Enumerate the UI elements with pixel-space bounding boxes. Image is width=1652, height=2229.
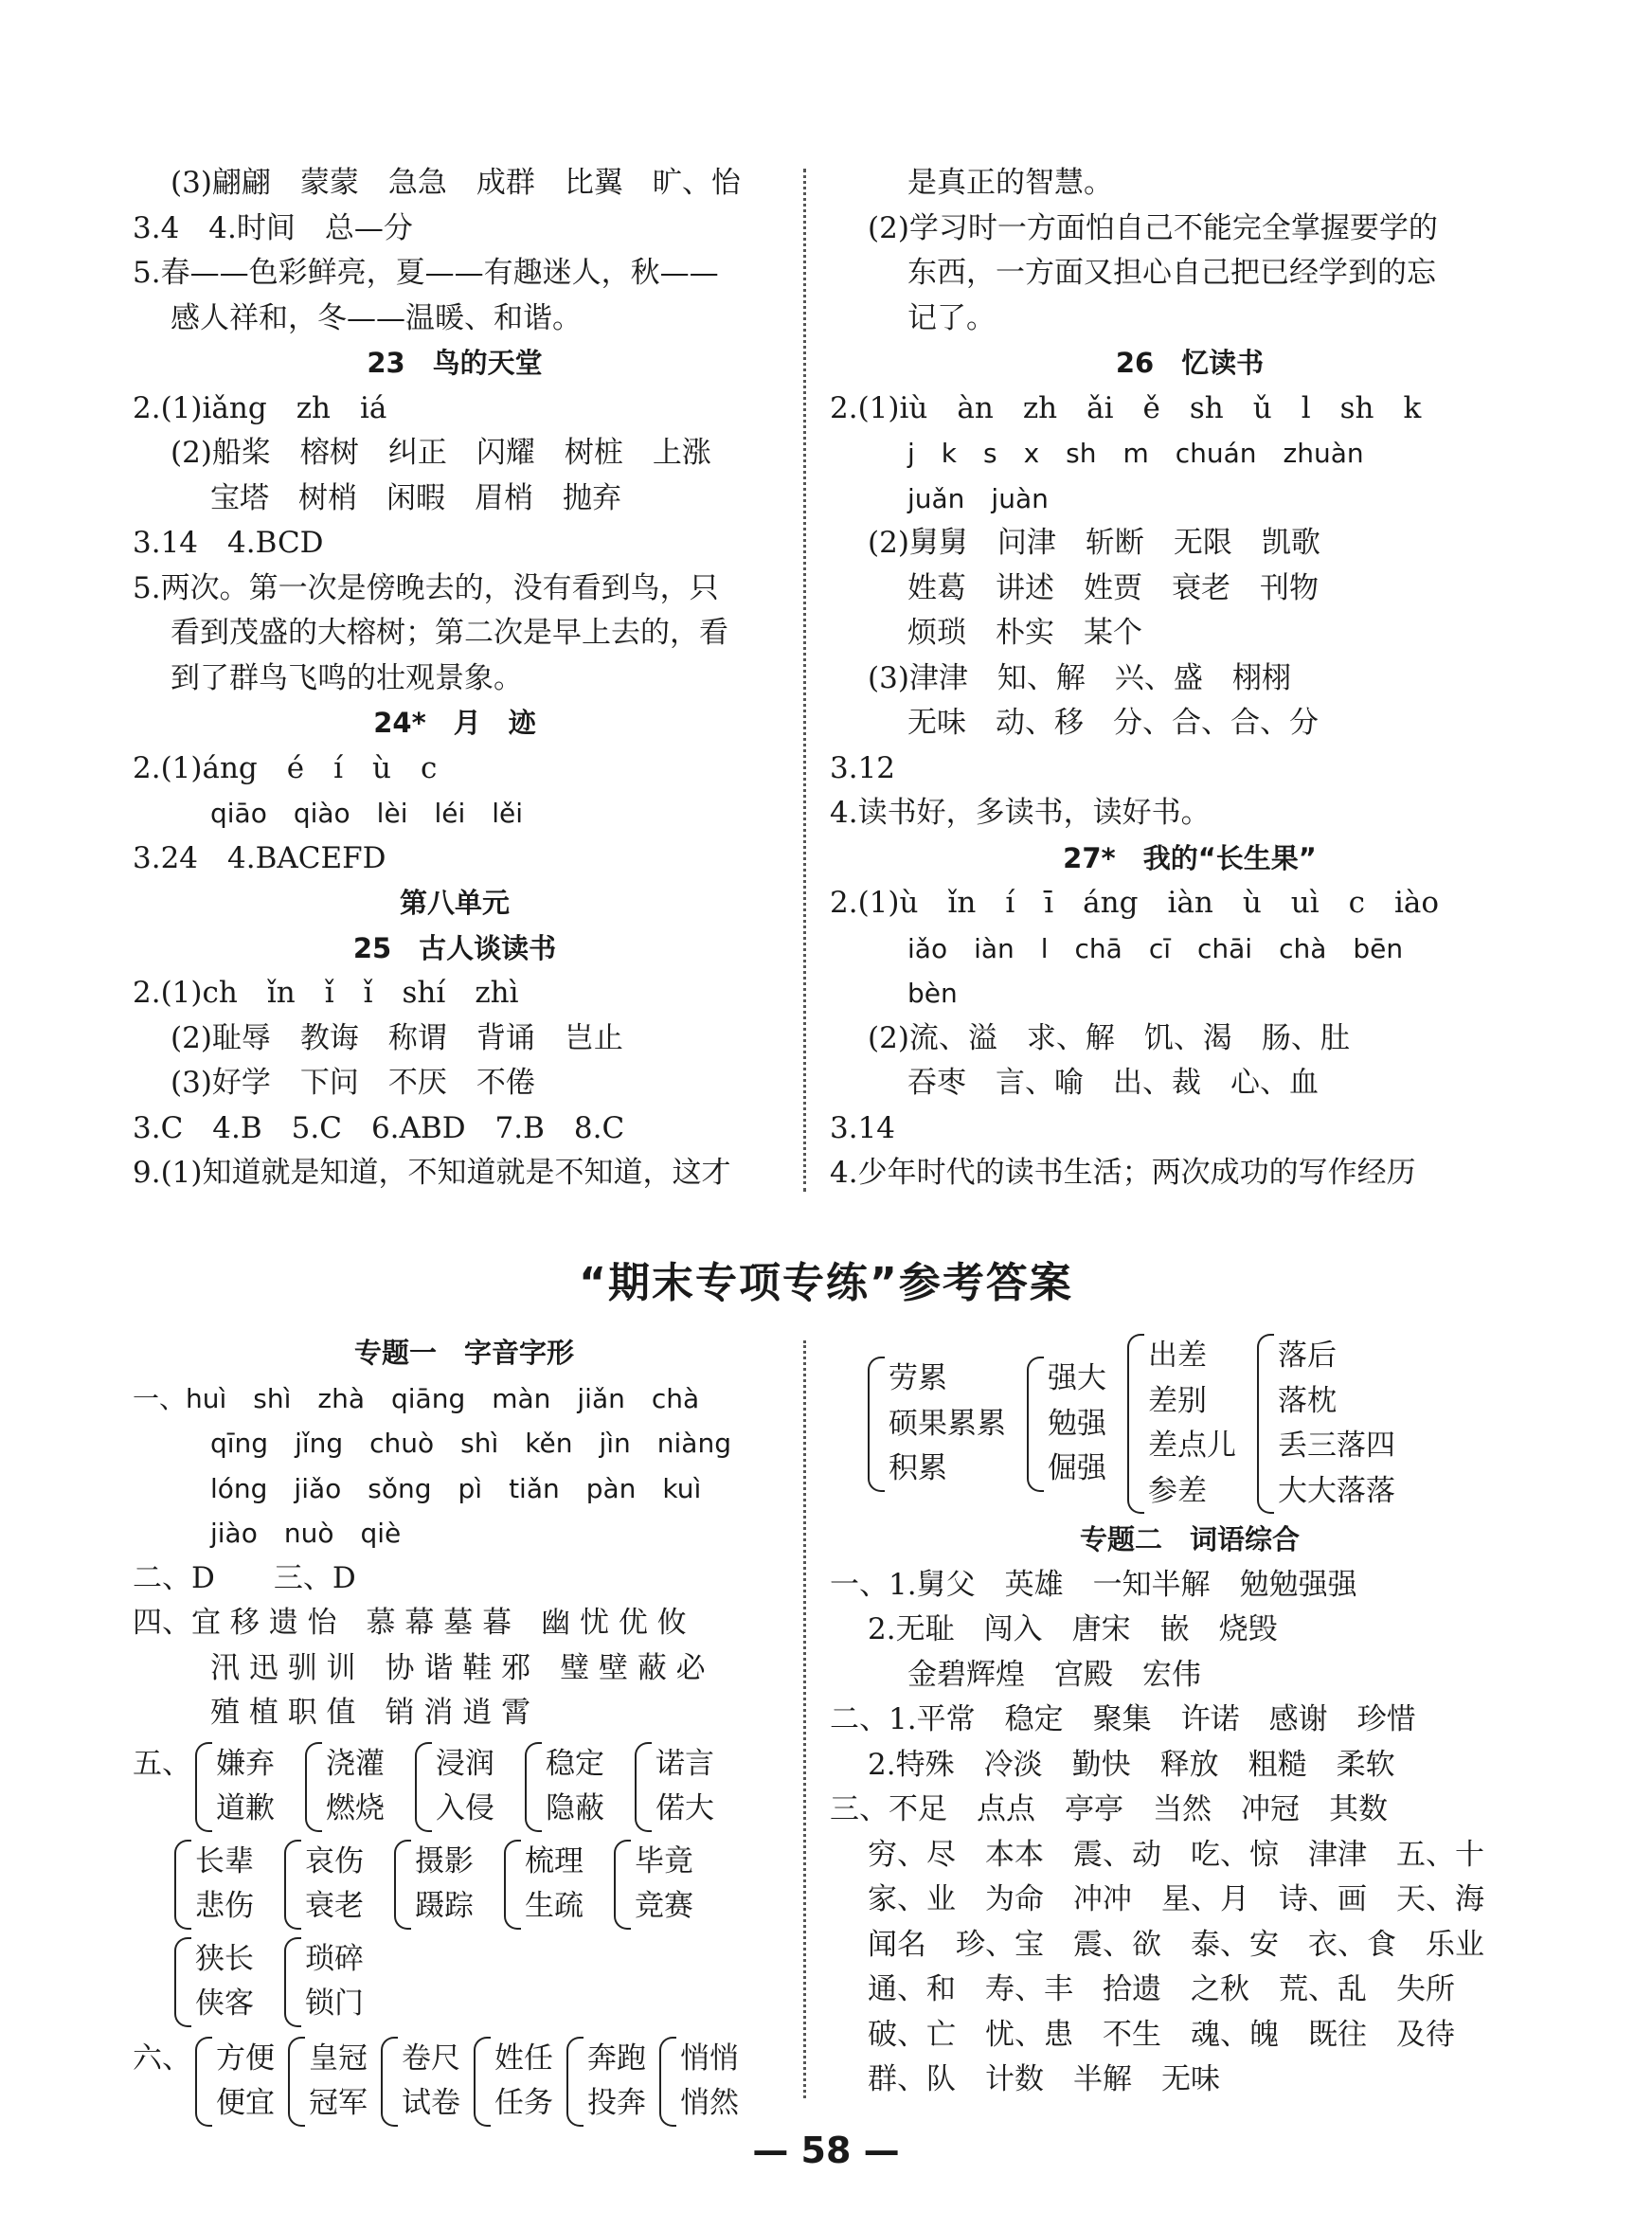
word: 倔强 [1048, 1451, 1106, 1485]
word-group [195, 1742, 275, 1832]
word: 锁门 [305, 1986, 364, 2021]
word: 方便 [216, 2040, 275, 2076]
text-line: 二、1.平常 稳定 聚集 许诺 感谢 珍惜 [830, 1702, 1416, 1736]
word-group [288, 2037, 368, 2127]
word: 试卷 [402, 2086, 460, 2120]
page-number: — 58 — [752, 2130, 900, 2171]
word: 竞赛 [635, 1889, 693, 1923]
text-line: 2.(1)ch ǐn ǐ ǐ shí zhì [133, 976, 519, 1010]
column-divider [803, 1340, 806, 2098]
word-group [394, 1840, 474, 1930]
word: 悲伤 [195, 1889, 254, 1923]
text-line: 三、不足 点点 亭亭 当然 冲冠 其数 [830, 1792, 1388, 1826]
text-line: (3)津津 知、解 兴、盛 栩栩 [868, 660, 1291, 695]
word-group [174, 1937, 254, 2027]
word: 狭长 [195, 1941, 254, 1976]
text-line: 汛 迅 驯 训 协 谐 鞋 邪 璧 壁 蔽 必 [210, 1650, 706, 1685]
word: 长辈 [195, 1843, 254, 1878]
text-line: 殖 植 职 值 销 消 逍 霄 [210, 1696, 531, 1730]
word-group [284, 1840, 364, 1930]
text-line: 记了。 [907, 300, 996, 335]
left-column-upper [133, 161, 777, 1196]
text-line: 群、队 计数 半解 无味 [868, 2062, 1220, 2096]
word: 琐碎 [305, 1941, 364, 1976]
text-line: jiào nuò qiè [210, 1518, 402, 1549]
word-group [566, 2037, 646, 2127]
word: 梳理 [525, 1843, 584, 1878]
text-line: 二、D 三、D [133, 1560, 356, 1595]
text-line: 2.(1)iù àn zh ǎi ě sh ǔ l sh k [830, 390, 1422, 425]
text-line: 姓葛 讲述 姓贾 衰老 刊物 [907, 570, 1319, 605]
word: 奔跑 [587, 2040, 646, 2076]
six-label: 六、 [133, 2040, 191, 2076]
word: 隐蔽 [546, 1791, 604, 1825]
text-line: 闻名 珍、宝 震、欲 泰、安 衣、食 乐业 [868, 1927, 1484, 1962]
word: 皇冠 [309, 2040, 368, 2076]
word: 差点儿 [1148, 1429, 1236, 1463]
text-line: 金碧辉煌 宫殿 宏伟 [907, 1657, 1201, 1692]
text-line: 4.少年时代的读书生活；两次成功的写作经历 [830, 1156, 1416, 1190]
text-line: juǎn juàn [907, 482, 1049, 514]
word-group [474, 2037, 553, 2127]
text-line: 通、和 寿、丰 拾遗 之秋 荒、乱 失所 [868, 1972, 1455, 2006]
text-line: 2.(1)ù ǐn í ī áng iàn ù uì c iào [830, 886, 1440, 920]
text-line: qīng jǐng chuò shì kěn jìn niàng [210, 1428, 731, 1459]
word: 姓任 [494, 2040, 553, 2076]
word: 侠客 [195, 1986, 254, 2021]
text-line: (2)船桨 榕树 纠正 闪耀 树桩 上涨 [171, 436, 711, 470]
topic-heading: 专题一 字音字形 [353, 1337, 574, 1369]
word: 稳定 [546, 1746, 604, 1781]
right-column-lower [830, 1334, 1550, 2103]
text-line: (3)好学 下问 不厌 不倦 [171, 1066, 535, 1100]
text-line: 3.14 [830, 1110, 896, 1145]
text-line: (2)耻辱 教诲 称谓 背诵 岂止 [171, 1020, 623, 1055]
lesson-heading: 26 忆读书 [1115, 347, 1265, 379]
section-title: “期末专项专练”参考答案 [579, 1259, 1073, 1307]
left-column-lower [133, 1331, 796, 2127]
text-line: 3.24 4.BACEFD [133, 840, 386, 875]
text-line: 5.两次。第一次是傍晚去的，没有看到鸟，只 [133, 570, 719, 605]
text-line: 一、huì shì zhà qiāng màn jiǎn chà [133, 1382, 700, 1414]
answer-five [133, 1742, 796, 2027]
text-line: (2)学习时一方面怕自己不能完全掌握要学的 [868, 210, 1438, 245]
word: 蹑踪 [415, 1889, 474, 1923]
text-line: j k s x sh m chuán zhuàn [907, 438, 1364, 469]
word: 生疏 [525, 1889, 584, 1923]
text-line: 看到茂盛的大榕树；第二次是早上去的，看 [171, 616, 728, 650]
column-divider [803, 169, 806, 1192]
text-line: 无味 动、移 分、合、合、分 [907, 706, 1319, 740]
word: 毕竟 [635, 1843, 693, 1878]
word: 悄悄 [680, 2040, 739, 2076]
text-line: 一、1.舅父 英雄 一知半解 勉勉强强 [830, 1567, 1357, 1602]
word: 燃烧 [326, 1791, 385, 1825]
word: 卷尺 [402, 2040, 460, 2076]
word: 诺言 [655, 1746, 714, 1781]
answer-six [133, 2037, 796, 2127]
word: 积累 [889, 1451, 947, 1485]
word: 落后 [1278, 1339, 1337, 1373]
five-label: 五、 [133, 1746, 191, 1781]
text-line: 四、宜 移 遗 怡 慕 幕 墓 暮 幽 忧 优 攸 [133, 1606, 687, 1640]
word: 硕果累累 [889, 1406, 1006, 1441]
text-line: (2)舅舅 问津 斩断 无限 凯歌 [868, 526, 1320, 560]
text-line: 2.特殊 冷淡 勤快 释放 粗糙 柔软 [868, 1747, 1395, 1782]
word: 道歉 [216, 1791, 275, 1825]
word-group [635, 1742, 714, 1832]
word: 大大落落 [1278, 1473, 1395, 1508]
lesson-heading: 25 古人谈读书 [352, 931, 557, 964]
word: 浇灌 [326, 1746, 385, 1781]
word-group [525, 1742, 604, 1832]
text-line: 9.(1)知道就是知道，不知道就是不知道，这才 [133, 1156, 731, 1190]
text-line: lóng jiǎo sǒng pì tiǎn pàn kuì [210, 1472, 702, 1504]
text-line: 东西，一方面又担心自己把已经学到的忘 [907, 256, 1436, 290]
word: 衰老 [305, 1889, 364, 1923]
topic-heading: 专题二 词语综合 [1079, 1523, 1300, 1555]
text-line: 2.(1)iǎng zh iá [133, 390, 387, 425]
word-group [415, 1742, 494, 1832]
word: 悄然 [680, 2086, 739, 2120]
word: 入侵 [436, 1791, 494, 1825]
word: 哀伤 [305, 1843, 364, 1878]
word-group [305, 1742, 385, 1832]
unit-heading: 第八单元 [399, 887, 510, 919]
word-group [614, 1840, 693, 1930]
text-line: 宝塔 树梢 闲暇 眉梢 抛弃 [210, 480, 621, 515]
right-column-upper [830, 161, 1550, 1196]
text-line: 吞枣 言、喻 出、裁 心、血 [907, 1066, 1319, 1100]
text-line: 破、亡 忧、患 不生 魂、魄 既往 及待 [868, 2017, 1455, 2052]
word-group [381, 2037, 460, 2127]
word: 参差 [1148, 1473, 1207, 1508]
text-line: 3.4 4.时间 总—分 [133, 210, 413, 245]
word: 任务 [494, 2086, 553, 2120]
text-line: 4.读书好，多读书，读好书。 [830, 796, 1211, 830]
word: 强大 [1048, 1361, 1106, 1395]
text-line: 2.(1)áng é í ù c [133, 750, 438, 785]
text-line: 3.14 4.BCD [133, 526, 324, 560]
word-group [1127, 1334, 1236, 1514]
word: 勉强 [1048, 1406, 1106, 1441]
text-line: 穷、尽 本本 震、动 吃、惊 津津 五、十 [868, 1837, 1484, 1872]
text-line: 家、业 为命 冲冲 星、月 诗、画 天、海 [868, 1882, 1484, 1916]
word: 投奔 [587, 2086, 646, 2120]
text-line: 5.春——色彩鲜亮，夏——有趣迷人，秋—— [133, 256, 719, 290]
text-line: 2.无耻 闯入 唐宋 嵌 烧毁 [868, 1612, 1278, 1646]
text-line: 到了群鸟飞鸣的壮观景象。 [171, 660, 523, 695]
word-group [174, 1840, 254, 1930]
word: 浸润 [436, 1746, 494, 1781]
word: 嫌弃 [216, 1746, 275, 1781]
word-group [1257, 1334, 1395, 1514]
text-line: qiāo qiào lèi léi lěi [210, 798, 524, 829]
text-line: iǎo iàn l chā cī chāi chà bēn [907, 932, 1404, 964]
text-line: 3.C 4.B 5.C 6.ABD 7.B 8.C [133, 1110, 625, 1145]
word: 冠军 [309, 2086, 368, 2120]
text-line: (2)流、溢 求、解 饥、渴 肠、肚 [868, 1020, 1350, 1055]
word: 丢三落四 [1278, 1429, 1395, 1463]
word: 出差 [1148, 1339, 1207, 1373]
text-line: 3.12 [830, 750, 896, 785]
word-group [659, 2037, 739, 2127]
word-group [1027, 1357, 1106, 1492]
word: 落枕 [1278, 1383, 1337, 1418]
text-line: bèn [907, 978, 958, 1009]
word: 便宜 [216, 2086, 275, 2120]
text-line: (3)翩翩 蒙蒙 急急 成群 比翼 旷、怡 [171, 166, 741, 200]
word: 偌大 [655, 1791, 714, 1825]
text-line: 是真正的智慧。 [907, 166, 1113, 200]
word: 差别 [1148, 1383, 1207, 1418]
lesson-heading: 24* 月 迹 [373, 707, 536, 739]
word-group [504, 1840, 584, 1930]
word-group [284, 1937, 364, 2027]
text-line: 烦琐 朴实 某个 [907, 616, 1142, 650]
word-group [868, 1357, 1006, 1492]
polyphone-groups [830, 1334, 1550, 1514]
word: 劳累 [889, 1361, 947, 1395]
lesson-heading: 27* 我的“长生果” [1063, 841, 1317, 874]
text-line: 感人祥和，冬——温暖、和谐。 [171, 300, 582, 335]
word: 摄影 [415, 1843, 474, 1878]
lesson-heading: 23 鸟的天堂 [367, 347, 543, 379]
word-group [195, 2037, 275, 2127]
